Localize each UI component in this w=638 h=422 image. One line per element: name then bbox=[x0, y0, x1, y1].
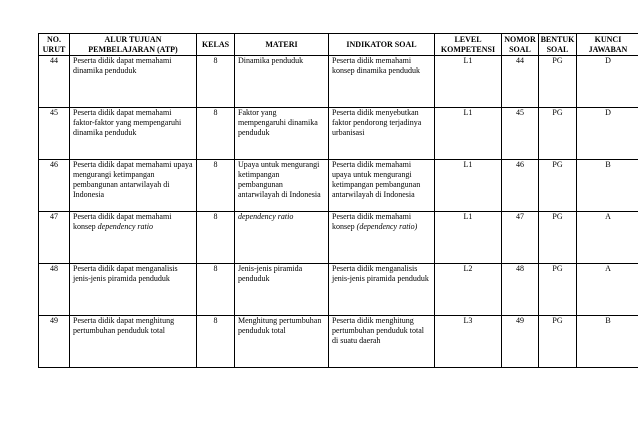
cell-no: 45 bbox=[39, 108, 70, 160]
cell-no: 44 bbox=[39, 56, 70, 108]
cell-materi: dependency ratio bbox=[235, 212, 329, 264]
table-row bbox=[39, 108, 638, 160]
indikator-text: Peserta didik memahami konsep bbox=[332, 212, 412, 231]
cell-indikator bbox=[329, 212, 435, 264]
table-row bbox=[39, 56, 638, 108]
cell-atp: Peserta didik dapat memahami faktor-faktor yang mempengaruhi dinamika penduduk bbox=[70, 108, 197, 160]
header-kunci: KUNCI JAWABAN bbox=[577, 34, 638, 56]
cell-materi: Menghitung pertumbuhan penduduk total bbox=[235, 316, 329, 368]
cell-materi: Dinamika penduduk bbox=[235, 56, 329, 108]
cell-indikator: Peserta didik memahami upaya untuk mengurangi ketimpangan pembangunan antarwilayah di Indonesia bbox=[329, 160, 435, 212]
indikator-term: (dependency ratio) bbox=[356, 222, 418, 231]
header-level: LEVEL KOMPETENSI bbox=[435, 34, 502, 56]
cell-nomor: 48 bbox=[502, 264, 539, 316]
cell-level: L1 bbox=[435, 56, 502, 108]
cell-indikator: Peserta didik menghitung pertumbuhan penduduk total di suatu daerah bbox=[329, 316, 435, 368]
header-nomor: NOMOR SOAL bbox=[502, 34, 539, 56]
cell-kelas: 8 bbox=[197, 108, 235, 160]
cell-nomor: 45 bbox=[502, 108, 539, 160]
cell-bentuk: PG bbox=[539, 316, 577, 368]
cell-nomor: 44 bbox=[502, 56, 539, 108]
header-indikator: INDIKATOR SOAL bbox=[329, 34, 435, 56]
cell-nomor: 49 bbox=[502, 316, 539, 368]
cell-atp: Peserta didik dapat menganalisis jenis-jenis piramida penduduk bbox=[70, 264, 197, 316]
cell-kunci: B bbox=[577, 316, 638, 368]
cell-indikator: Peserta didik memahami konsep dinamika penduduk bbox=[329, 56, 435, 108]
cell-kelas: 8 bbox=[197, 264, 235, 316]
cell-materi: Jenis-jenis piramida penduduk bbox=[235, 264, 329, 316]
table-row bbox=[39, 316, 638, 368]
cell-nomor: 46 bbox=[502, 160, 539, 212]
cell-bentuk: PG bbox=[539, 160, 577, 212]
cell-indikator: Peserta didik menganalisis jenis-jenis piramida penduduk bbox=[329, 264, 435, 316]
kisi-kisi-table bbox=[38, 33, 638, 368]
cell-kunci: B bbox=[577, 160, 638, 212]
header-bentuk: BENTUK SOAL bbox=[539, 34, 577, 56]
cell-bentuk: PG bbox=[539, 212, 577, 264]
cell-no: 47 bbox=[39, 212, 70, 264]
cell-level: L3 bbox=[435, 316, 502, 368]
cell-kunci: D bbox=[577, 56, 638, 108]
cell-no: 46 bbox=[39, 160, 70, 212]
cell-materi: Faktor yang mempengaruhi dinamika penduduk bbox=[235, 108, 329, 160]
cell-kunci: A bbox=[577, 212, 638, 264]
header-atp: ALUR TUJUAN PEMBELAJARAN (ATP) bbox=[70, 34, 197, 56]
table-row bbox=[39, 264, 638, 316]
table-row bbox=[39, 160, 638, 212]
cell-atp: Peserta didik dapat memahami dinamika penduduk bbox=[70, 56, 197, 108]
header-kelas: KELAS bbox=[197, 34, 235, 56]
cell-level: L2 bbox=[435, 264, 502, 316]
cell-nomor: 47 bbox=[502, 212, 539, 264]
cell-level: L1 bbox=[435, 108, 502, 160]
cell-kelas: 8 bbox=[197, 56, 235, 108]
atp-text: Peserta didik dapat memahami konsep bbox=[73, 212, 172, 231]
cell-kunci: D bbox=[577, 108, 638, 160]
header-row bbox=[39, 34, 638, 56]
cell-kelas: 8 bbox=[197, 160, 235, 212]
cell-level: L1 bbox=[435, 160, 502, 212]
cell-no: 49 bbox=[39, 316, 70, 368]
cell-kelas: 8 bbox=[197, 316, 235, 368]
cell-no: 48 bbox=[39, 264, 70, 316]
header-materi: MATERI bbox=[235, 34, 329, 56]
cell-bentuk: PG bbox=[539, 108, 577, 160]
atp-term: dependency ratio bbox=[97, 222, 153, 231]
cell-indikator: Peserta didik menyebutkan faktor pendorong terjadinya urbanisasi bbox=[329, 108, 435, 160]
cell-atp bbox=[70, 212, 197, 264]
table-row bbox=[39, 212, 638, 264]
cell-bentuk: PG bbox=[539, 264, 577, 316]
cell-bentuk: PG bbox=[539, 56, 577, 108]
cell-kelas: 8 bbox=[197, 212, 235, 264]
header-no: NO. URUT bbox=[39, 34, 70, 56]
cell-level: L1 bbox=[435, 212, 502, 264]
cell-materi: Upaya untuk mengurangi ketimpangan pembangunan antarwilayah di Indonesia bbox=[235, 160, 329, 212]
cell-kunci: A bbox=[577, 264, 638, 316]
cell-atp: Peserta didik dapat memahami upaya mengurangi ketimpangan pembangunan antarwilayah di Indonesia bbox=[70, 160, 197, 212]
cell-atp: Peserta didik dapat menghitung pertumbuhan penduduk total bbox=[70, 316, 197, 368]
